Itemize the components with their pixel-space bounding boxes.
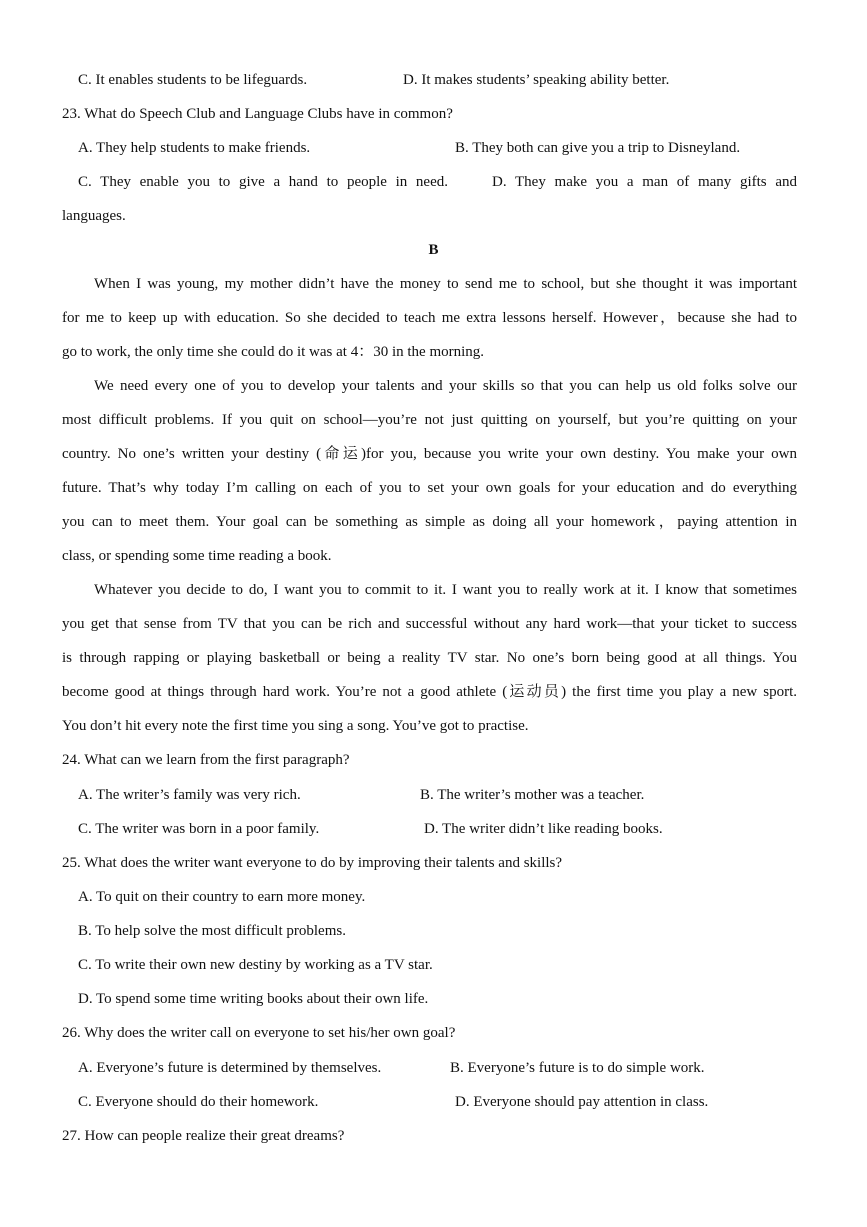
q24-option-a: A. The writer’s family was very rich. [78,787,301,803]
q26-stem: 26. Why does the writer call on everyone to set his/her own goal? [62,1025,456,1041]
q23-stem: 23. What do Speech Club and Language Clubs have in common? [62,106,453,122]
passage-p3-line: become good at things through hard work. You’re not a good athlete (运动员) the first time you play a new sport. [62,684,797,700]
q22-option-d: D. It makes students’ speaking ability better. [403,72,670,88]
q26-option-d: D. Everyone should pay attention in class. [455,1094,709,1110]
q25-stem: 25. What does the writer want everyone to do by improving their talents and skills? [62,855,563,871]
passage-p2-line: future. That’s why today I’m calling on each of you to set your own goals for your education and do everything [62,480,797,496]
q24-option-d: D. The writer didn’t like reading books. [424,821,663,837]
q25-option-d: D. To spend some time writing books about their own life. [78,991,429,1007]
q24-option-b: B. The writer’s mother was a teacher. [420,787,645,803]
q23-option-c: C. They enable you to give a hand to people in need. [78,174,448,190]
passage-p3-line: you get that sense from TV that you can be rich and successful without any hard work—that your ticket to success [62,616,797,632]
passage-p3-line: Whatever you decide to do, I want you to commit to it. I want you to really work at it. I know that sometimes [94,582,797,598]
q26-option-b: B. Everyone’s future is to do simple work. [450,1060,705,1076]
passage-p3-line: You don’t hit every note the first time you sing a song. You’ve got to practise. [62,718,529,734]
q25-option-a: A. To quit on their country to earn more money. [78,889,366,905]
q24-option-c: C. The writer was born in a poor family. [78,821,320,837]
passage-p1-line: for me to keep up with education. So she decided to teach me extra lessons herself. However，because she had to [62,310,797,326]
passage-p2-line: country. No one’s written your destiny (命运)for you, because you write your own destiny. You make your own [62,446,797,462]
section-heading: B [428,242,439,258]
passage-p3-line: is through rapping or playing basketball or being a reality TV star. No one’s born being good at all things. You [62,650,797,666]
q24-stem: 24. What can we learn from the first paragraph? [62,752,350,768]
q26-option-c: C. Everyone should do their homework. [78,1094,319,1110]
q27-stem: 27. How can people realize their great dreams? [62,1128,345,1144]
q22-option-c: C. It enables students to be lifeguards. [78,72,308,88]
q26-option-a: A. Everyone’s future is determined by themselves. [78,1060,382,1076]
q23-option-d: D. They make you a man of many gifts and [492,174,797,190]
q25-option-c: C. To write their own new destiny by working as a TV star. [78,957,433,973]
q23-option-b: B. They both can give you a trip to Disneyland. [455,140,741,156]
q23-option-a: A. They help students to make friends. [78,140,311,156]
passage-p2-line: class, or spending some time reading a book. [62,548,332,564]
q25-option-b: B. To help solve the most difficult problems. [78,923,346,939]
passage-p2-line: you can to meet them. Your goal can be something as simple as doing all your homework，paying attention in [62,514,797,530]
q23-option-d-continued: languages. [62,208,126,224]
passage-p1-line: go to work, the only time she could do it was at 4：30 in the morning. [62,344,485,360]
passage-p2-line: We need every one of you to develop your talents and your skills so that you can help us old folks solve our [94,378,797,394]
passage-p2-line: most difficult problems. If you quit on school—you’re not just quitting on yourself, but you’re quitting on your [62,412,797,428]
passage-p1-line: When I was young, my mother didn’t have the money to send me to school, but she thought it was important [94,276,797,292]
